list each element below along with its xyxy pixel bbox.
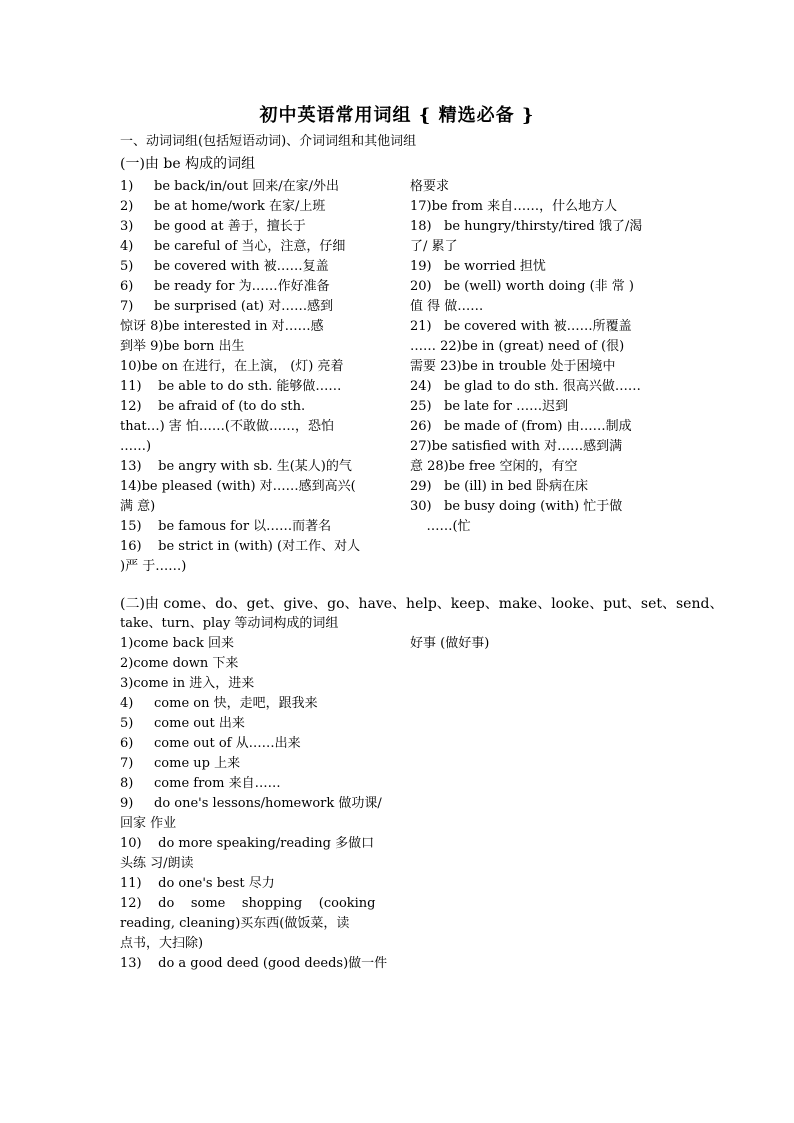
right-column-1 (410, 177, 685, 537)
phrase-line: 15) be famous for 以……而著名 (120, 519, 332, 534)
phrase-line: 29) be (ill) in bed 卧病在床 (410, 479, 589, 494)
phrase-line: 1)come back 回来 (120, 636, 234, 651)
phrase-line: 需要 23)be in trouble 处于困境中 (410, 359, 616, 374)
phrase-line: 1) be back/in/out 回来/在家/外出 (120, 179, 339, 194)
phrase-line: 头练 习/朗读 (120, 856, 194, 871)
subsection-heading-1: (一)由 be 构成的词组 (120, 156, 256, 172)
phrase-line: 6) come out of 从……出来 (120, 736, 301, 751)
phrase-line: 14)be pleased (with) 对……感到高兴( (120, 479, 356, 494)
phrase-line: 5) come out 出来 (120, 716, 245, 731)
subsection-heading-2: (二)由 come、do、get、give、go、have、help、keep、make、looke、put、set、send、 (120, 596, 724, 612)
phrase-line: 好事 (做好事) (410, 636, 490, 651)
phrase-line: 8) come from 来自…… (120, 776, 281, 791)
phrase-line: 20) be (well) worth doing (非 常 ) (410, 279, 635, 294)
phrase-line: ……) (120, 439, 152, 454)
phrase-line: 9) do one's lessons/homework 做功课/ (120, 796, 382, 811)
phrase-line: 18) be hungry/thirsty/tired 饿了/渴 (410, 219, 643, 234)
phrase-line: 2)come down 下来 (120, 656, 239, 671)
phrase-line: 30) be busy doing (with) 忙于做 (410, 499, 623, 514)
left-column-2 (120, 634, 395, 974)
phrase-line: 26) be made of (from) 由……制成 (410, 419, 632, 434)
phrase-line: 16) be strict in (with) (对工作、对人 (120, 539, 361, 554)
phrase-line: 满 意) (120, 499, 156, 514)
phrase-line: 12) be afraid of (to do sth. (120, 399, 306, 414)
phrase-line: 11) do one's best 尽力 (120, 876, 275, 891)
phrase-line: 10) do more speaking/reading 多做口 (120, 836, 375, 851)
phrase-line: 7) be surprised (at) 对……感到 (120, 299, 334, 314)
phrase-line: 5) be covered with 被……复盖 (120, 259, 329, 274)
phrase-line: …… 22)be in (great) need of (很) (410, 339, 625, 354)
phrase-line: 21) be covered with 被……所覆盖 (410, 319, 632, 334)
phrase-line: 格要求 (410, 179, 450, 194)
phrase-line: 11) be able to do sth. 能够做…… (120, 379, 342, 394)
left-column-1 (120, 177, 395, 577)
phrase-line: 了/ 累了 (410, 239, 458, 254)
subsection-heading-2-cont: take、turn、play 等动词构成的词组 (120, 616, 339, 631)
phrase-line: 意 28)be free 空闲的，有空 (410, 459, 578, 474)
phrase-line: 惊讶 8)be interested in 对……感 (120, 319, 324, 334)
phrase-line: 4) come on 快，走吧，跟我来 (120, 696, 318, 711)
phrase-line: 回家 作业 (120, 816, 177, 831)
phrase-line: 6) be ready for 为……作好准备 (120, 279, 330, 294)
phrase-line: 7) come up 上来 (120, 756, 241, 771)
phrase-line: 4) be careful of 当心，注意，仔细 (120, 239, 346, 254)
phrase-line: 点书，大扫除) (120, 936, 204, 951)
phrase-line: ……(忙 (410, 519, 471, 534)
phrase-line: 10)be on 在进行，在上演， (灯) 亮着 (120, 359, 344, 374)
phrase-line: 3)come in 进入，进来 (120, 676, 255, 691)
phrase-line: reading, cleaning)买东西(做饭菜，读 (120, 916, 350, 931)
phrase-line: 19) be worried 担忧 (410, 259, 546, 274)
phrase-line: )严 于……) (120, 559, 187, 574)
section-heading-1: 一、动词词组(包括短语动词)、介词词组和其他词组 (120, 134, 417, 149)
page-title: 初中英语常用词组 { 精选必备 } (259, 105, 535, 126)
phrase-line: 13) do a good deed (good deeds)做一件 (120, 956, 388, 971)
phrase-line: 24) be glad to do sth. 很高兴做…… (410, 379, 641, 394)
phrase-line: 25) be late for ……迟到 (410, 399, 569, 414)
phrase-line: 2) be at home/work 在家/上班 (120, 199, 326, 214)
phrase-line: 13) be angry with sb. 生(某人)的气 (120, 459, 352, 474)
phrase-line: 12) do some shopping (cooking (120, 896, 376, 911)
phrase-line: 17)be from 来自……，什么地方人 (410, 199, 618, 214)
right-column-2 (410, 634, 685, 654)
phrase-line: 到举 9)be born 出生 (120, 339, 245, 354)
phrase-line: 3) be good at 善于，擅长于 (120, 219, 306, 234)
phrase-line: 27)be satisfied with 对……感到满 (410, 439, 623, 454)
phrase-line: 值 得 做…… (410, 299, 484, 314)
phrase-line: that…) 害 怕……(不敢做……，恐怕 (120, 419, 334, 434)
